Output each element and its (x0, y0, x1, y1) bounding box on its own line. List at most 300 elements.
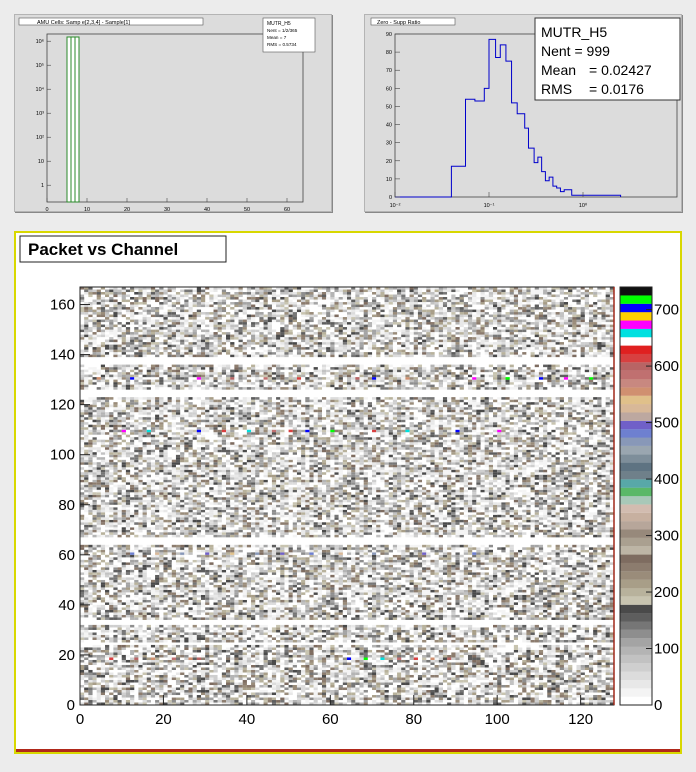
heatmap-cell (376, 682, 380, 685)
heatmap-cell (376, 597, 380, 600)
heatmap-cell (251, 617, 255, 620)
heatmap-cell (401, 667, 405, 670)
heatmap-cell (118, 585, 122, 588)
heatmap-cell (364, 582, 368, 585)
heatmap-cell (172, 647, 176, 650)
heatmap-cell (543, 637, 547, 640)
heatmap-cell (176, 595, 180, 598)
heatmap-cell (410, 680, 414, 683)
heatmap-cell (606, 665, 610, 668)
heatmap-cell (205, 660, 209, 663)
heatmap-cell (218, 692, 222, 695)
heatmap-cell (193, 667, 197, 670)
heatmap-cell (168, 587, 172, 590)
heatmap-cell (472, 685, 476, 688)
heatmap-cell (576, 617, 580, 620)
heatmap-cell (293, 595, 297, 598)
heatmap-cell (243, 667, 247, 670)
heatmap-cell (163, 675, 167, 678)
heatmap-cell (176, 657, 180, 660)
heatmap-cell (330, 645, 334, 648)
heatmap-cell (581, 655, 585, 658)
heatmap-cell (197, 665, 201, 668)
heatmap-cell (322, 625, 326, 628)
heatmap-cell (155, 607, 159, 610)
heatmap-cell (447, 667, 451, 670)
heatmap-cell (268, 587, 272, 590)
heatmap-cell (230, 635, 234, 638)
heatmap-cell (272, 670, 276, 673)
heatmap-cell (134, 672, 138, 675)
heatmap-cell (280, 672, 284, 675)
packet-vs-channel-pad[interactable] (14, 231, 682, 754)
heatmap-cell (105, 617, 109, 620)
heatmap-cell (234, 612, 238, 615)
heatmap-cell (531, 652, 535, 655)
heatmap-cell (572, 602, 576, 605)
heatmap-cell (401, 592, 405, 595)
heatmap-cell (455, 635, 459, 638)
heatmap-cell (547, 652, 551, 655)
heatmap-cell (368, 660, 372, 663)
heatmap-cell (585, 597, 589, 600)
heatmap-cell (197, 600, 201, 603)
heatmap-cell (576, 627, 580, 630)
heatmap-cell (276, 665, 280, 668)
heatmap-cell (209, 652, 213, 655)
heatmap-cell (514, 632, 518, 635)
heatmap-cell (489, 680, 493, 683)
heatmap-cell (568, 667, 572, 670)
heatmap-cell (576, 612, 580, 615)
heatmap-cell (443, 630, 447, 633)
heatmap-cell (426, 672, 430, 675)
heatmap-cell (168, 582, 172, 585)
heatmap-cell (201, 635, 205, 638)
heatmap-cell (134, 612, 138, 615)
heatmap-cell (476, 582, 480, 585)
heatmap-cell (326, 592, 330, 595)
heatmap-cell (109, 600, 113, 603)
heatmap-cell (522, 592, 526, 595)
heatmap-cell (318, 660, 322, 663)
heatmap-cell (430, 610, 434, 613)
heatmap-cell (560, 602, 564, 605)
heatmap-cell (472, 640, 476, 643)
heatmap-cell (301, 687, 305, 690)
heatmap-cell (209, 645, 213, 648)
heatmap-cell (485, 627, 489, 630)
heatmap-cell (489, 637, 493, 640)
heatmap-cell (531, 615, 535, 618)
heatmap-cell (368, 675, 372, 678)
heatmap-cell (514, 662, 518, 665)
heatmap-cell (176, 647, 180, 650)
heatmap-cell (218, 602, 222, 605)
heatmap-cell (289, 607, 293, 610)
heatmap-cell (476, 675, 480, 678)
heatmap-cell (243, 597, 247, 600)
heatmap-cell (506, 677, 510, 680)
heatmap-cell (464, 685, 468, 688)
heatmap-cell (560, 695, 564, 698)
heatmap-cell (105, 602, 109, 605)
heatmap-cell (163, 667, 167, 670)
heatmap-cell (180, 682, 184, 685)
heatmap-cell (481, 695, 485, 698)
heatmap-cell (551, 680, 555, 683)
heatmap-cell (230, 677, 234, 680)
heatmap-cell (168, 692, 172, 695)
heatmap-cell (243, 690, 247, 693)
heatmap-cell (289, 612, 293, 615)
heatmap-cell (443, 700, 447, 703)
heatmap-cell (585, 687, 589, 690)
heatmap-cell (172, 607, 176, 610)
heatmap-cell (105, 680, 109, 683)
heatmap-cell (343, 602, 347, 605)
heatmap-cell (268, 615, 272, 618)
heatmap-cell (155, 625, 159, 628)
heatmap-cell (510, 700, 514, 703)
heatmap-cell (564, 690, 568, 693)
heatmap-cell (455, 670, 459, 673)
heatmap-cell (518, 600, 522, 603)
heatmap-cell (485, 617, 489, 620)
heatmap-cell (105, 627, 109, 630)
heatmap-cell (568, 690, 572, 693)
heatmap-cell (226, 682, 230, 685)
heatmap-cell (122, 602, 126, 605)
heatmap-cell (518, 665, 522, 668)
heatmap-cell (518, 680, 522, 683)
heatmap-cell (301, 685, 305, 688)
heatmap-cell (426, 587, 430, 590)
heatmap-cell (468, 685, 472, 688)
heatmap-cell (364, 590, 368, 593)
heatmap-cell (522, 652, 526, 655)
heatmap-cell (451, 655, 455, 658)
heatmap-cell (234, 582, 238, 585)
zero-supp-y-tick-label: 70 (385, 68, 392, 75)
heatmap-cell (414, 662, 418, 665)
heatmap-cell (435, 592, 439, 595)
heatmap-cell (143, 640, 147, 643)
heatmap-cell (410, 692, 414, 695)
heatmap-cell (280, 602, 284, 605)
heatmap-cell (397, 692, 401, 695)
heatmap-cell (168, 585, 172, 588)
heatmap-cell (576, 582, 580, 585)
heatmap-cell (255, 582, 259, 585)
heatmap-cell (380, 690, 384, 693)
heatmap-cell (414, 632, 418, 635)
heatmap-cell (305, 610, 309, 613)
heatmap-cell (297, 670, 301, 673)
heatmap-cell (506, 665, 510, 668)
heatmap-cell (309, 607, 313, 610)
heatmap-cell (556, 630, 560, 633)
heatmap-cell (522, 662, 526, 665)
heatmap-cell (205, 645, 209, 648)
heatmap-cell (168, 590, 172, 593)
heatmap-cell (326, 640, 330, 643)
heatmap-cell (343, 660, 347, 663)
heatmap-cell (372, 687, 376, 690)
heatmap-cell (547, 632, 551, 635)
heatmap-cell (259, 597, 263, 600)
heatmap-cell (130, 615, 134, 618)
heatmap-cell (460, 662, 464, 665)
heatmap-cell (222, 685, 226, 688)
heatmap-cell (201, 630, 205, 633)
heatmap-cell (560, 677, 564, 680)
heatmap-cell (201, 662, 205, 665)
heatmap-cell (451, 700, 455, 703)
heatmap-cell (547, 665, 551, 668)
heatmap-cell (564, 682, 568, 685)
heatmap-cell (351, 600, 355, 603)
heatmap-cell (380, 697, 384, 700)
amu-stats-rms: RMS = 0.5734 (267, 42, 297, 47)
heatmap-cell (80, 592, 84, 595)
heatmap-cell (184, 690, 188, 693)
heatmap-cell (251, 645, 255, 648)
heatmap-cell (193, 665, 197, 668)
heatmap-cell (443, 582, 447, 585)
heatmap-cell (418, 665, 422, 668)
zero-supp-stats-rms-value: = 0.0176 (589, 81, 644, 97)
heatmap-cell (380, 590, 384, 593)
heatmap-cell (597, 690, 601, 693)
heatmap-cell (230, 580, 234, 583)
heatmap-cell (214, 650, 218, 653)
heatmap-cell (113, 645, 117, 648)
heatmap-cell (309, 677, 313, 680)
heatmap-cell (284, 585, 288, 588)
heatmap-cell (430, 672, 434, 675)
heatmap-cell (330, 595, 334, 598)
heatmap-cell (309, 647, 313, 650)
heatmap-cell (184, 637, 188, 640)
heatmap-cell (368, 665, 372, 668)
heatmap-cell (351, 672, 355, 675)
heatmap-cell (568, 655, 572, 658)
heatmap-cell (172, 637, 176, 640)
heatmap-cell (113, 617, 117, 620)
heatmap-cell (368, 677, 372, 680)
heatmap-cell (439, 650, 443, 653)
heatmap-cell (551, 695, 555, 698)
heatmap-cell (460, 665, 464, 668)
heatmap-cell (180, 677, 184, 680)
heatmap-cell (276, 585, 280, 588)
heatmap-cell (368, 655, 372, 658)
heatmap-cell (376, 670, 380, 673)
heatmap-cell (439, 612, 443, 615)
heatmap-cell (460, 690, 464, 693)
heatmap-cell (134, 602, 138, 605)
heatmap-cell (380, 680, 384, 683)
heatmap-cell (101, 665, 105, 668)
heatmap-cell (259, 650, 263, 653)
heatmap-cell (401, 650, 405, 653)
heatmap-cell (368, 630, 372, 633)
heatmap-cell (314, 632, 318, 635)
heatmap-cell (230, 640, 234, 643)
heatmap-cell (151, 652, 155, 655)
heatmap-cell (163, 592, 167, 595)
heatmap-cell (455, 637, 459, 640)
heatmap-cell (531, 617, 535, 620)
heatmap-cell (347, 700, 351, 703)
heatmap-cell (143, 630, 147, 633)
heatmap-cell (122, 617, 126, 620)
heatmap-cell (393, 695, 397, 698)
heatmap-cell (589, 682, 593, 685)
heatmap-cell (531, 600, 535, 603)
heatmap-cell (581, 652, 585, 655)
heatmap-cell (493, 637, 497, 640)
heatmap-cell (568, 685, 572, 688)
heatmap-cell (581, 630, 585, 633)
heatmap-cell (568, 660, 572, 663)
heatmap-cell (405, 670, 409, 673)
heatmap-cell (197, 582, 201, 585)
heatmap-cell (518, 650, 522, 653)
heatmap-cell (430, 617, 434, 620)
heatmap-cell (393, 677, 397, 680)
heatmap-cell (309, 675, 313, 678)
heatmap-cell (188, 662, 192, 665)
heatmap-cell (343, 605, 347, 608)
heatmap-cell (597, 610, 601, 613)
heatmap-cell (606, 615, 610, 618)
heatmap-cell (606, 675, 610, 678)
zero-supp-ratio-pad[interactable] (364, 14, 682, 212)
heatmap-cell (468, 627, 472, 630)
heatmap-cell (143, 597, 147, 600)
heatmap-cell (218, 687, 222, 690)
heatmap-cell (564, 657, 568, 660)
heatmap-cell (151, 660, 155, 663)
heatmap-cell (514, 615, 518, 618)
heatmap-cell (597, 630, 601, 633)
heatmap-cell (297, 615, 301, 618)
heatmap-cell (460, 685, 464, 688)
heatmap-cell (464, 675, 468, 678)
heatmap-cell (360, 690, 364, 693)
heatmap-cell (455, 692, 459, 695)
heatmap-cell (147, 667, 151, 670)
heatmap-cell (118, 635, 122, 638)
heatmap-cell (430, 635, 434, 638)
heatmap-cell (226, 615, 230, 618)
heatmap-cell (489, 665, 493, 668)
heatmap-cell (547, 647, 551, 650)
heatmap-cell (410, 602, 414, 605)
heatmap-cell (560, 607, 564, 610)
heatmap-cell (247, 627, 251, 630)
heatmap-cell (330, 637, 334, 640)
heatmap-cell (255, 590, 259, 593)
heatmap-cell (556, 582, 560, 585)
heatmap-cell (222, 617, 226, 620)
heatmap-cell (418, 585, 422, 588)
heatmap-cell (218, 637, 222, 640)
heatmap-cell (97, 700, 101, 703)
heatmap-cell (506, 662, 510, 665)
heatmap-cell (239, 635, 243, 638)
amu-cells-pad[interactable] (14, 14, 332, 212)
zero-supp-stats-entries: Nent = 999 (541, 43, 610, 59)
heatmap-cell (589, 617, 593, 620)
heatmap-cell (276, 615, 280, 618)
heatmap-cell (218, 645, 222, 648)
heatmap-cell (389, 650, 393, 653)
heatmap-cell (234, 635, 238, 638)
heatmap-cell (197, 672, 201, 675)
heatmap-cell (326, 665, 330, 668)
heatmap-cell (343, 672, 347, 675)
heatmap-cell (368, 635, 372, 638)
heatmap-cell (126, 612, 130, 615)
heatmap-cell (247, 637, 251, 640)
heatmap-cell (188, 692, 192, 695)
heatmap-cell (380, 660, 384, 663)
heatmap-cell (593, 615, 597, 618)
heatmap-cell (564, 632, 568, 635)
heatmap-cell (547, 615, 551, 618)
heatmap-cell (347, 665, 351, 668)
heatmap-cell (226, 605, 230, 608)
heatmap-cell (547, 695, 551, 698)
heatmap-cell (172, 625, 176, 628)
heatmap-cell (568, 680, 572, 683)
heatmap-cell (180, 612, 184, 615)
heatmap-cell (101, 607, 105, 610)
heatmap-cell (243, 660, 247, 663)
heatmap-cell (188, 675, 192, 678)
heatmap-cell (155, 660, 159, 663)
heatmap-cell (435, 640, 439, 643)
heatmap-cell (547, 595, 551, 598)
heatmap-cell (289, 667, 293, 670)
heatmap-cell (93, 590, 97, 593)
heatmap-cell (364, 627, 368, 630)
heatmap-cell (593, 660, 597, 663)
heatmap-cell (476, 660, 480, 663)
heatmap-cell (460, 655, 464, 658)
heatmap-cell (251, 695, 255, 698)
heatmap-cell (518, 607, 522, 610)
heatmap-cell (460, 590, 464, 593)
heatmap-cell (355, 697, 359, 700)
heatmap-cell (560, 682, 564, 685)
heatmap-cell (80, 635, 84, 638)
heatmap-cell (451, 675, 455, 678)
heatmap-cell (168, 650, 172, 653)
heatmap-cell (468, 665, 472, 668)
heatmap-cell (372, 605, 376, 608)
heatmap-cell (193, 690, 197, 693)
heatmap-cell (506, 640, 510, 643)
heatmap-cell (84, 590, 88, 593)
heatmap-cell (380, 700, 384, 703)
heatmap-cell (422, 610, 426, 613)
heatmap-cell (355, 660, 359, 663)
heatmap-cell (568, 595, 572, 598)
